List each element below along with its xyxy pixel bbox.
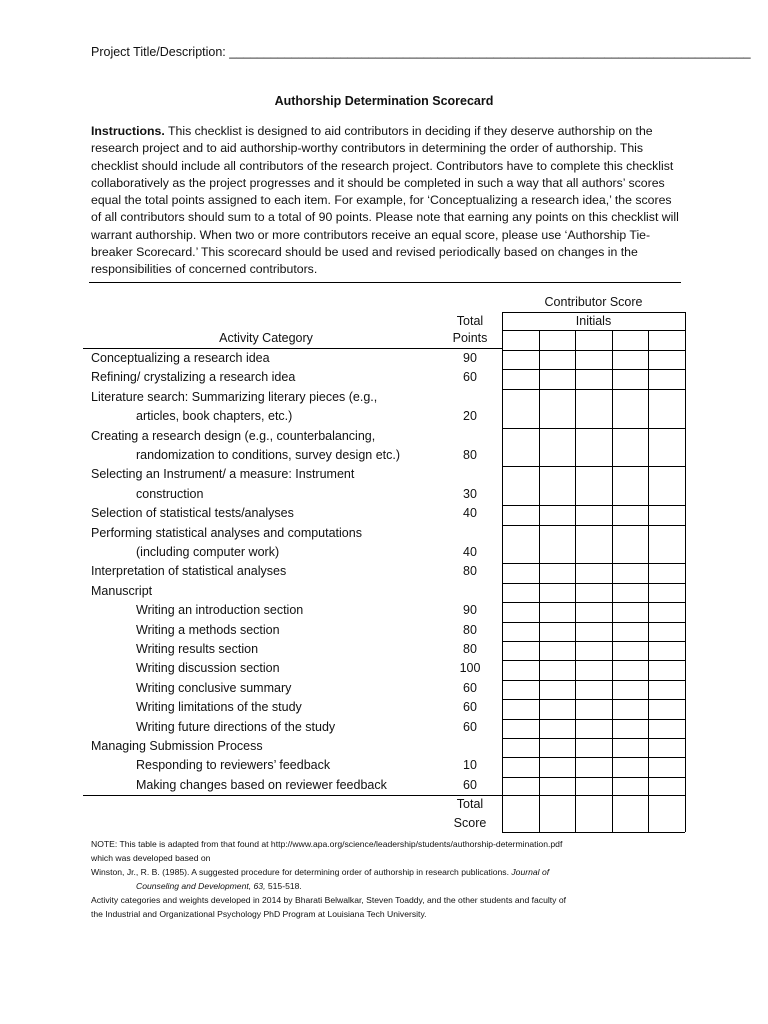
note-line-5: Activity categories and weights developed in 2014 by Bharati Belwalkar, Steven Toaddy, and the other students and faculty of [91, 895, 567, 905]
activity-category-header: Activity Category [219, 331, 313, 345]
grid-row-line [502, 777, 685, 778]
total-score-label-1: Total [456, 797, 484, 811]
total-points: 100 [459, 661, 481, 676]
activity-label: Responding to reviewers’ feedback [136, 758, 331, 773]
points-header: Points [452, 331, 488, 345]
activity-label: Managing Submission Process [91, 739, 263, 753]
total-points: 80 [463, 448, 477, 462]
contributor-score-header: Contributor Score [544, 295, 643, 309]
activity-label: Writing limitations of the study [136, 700, 302, 715]
grid-row-line [502, 660, 685, 661]
total-points: 80 [463, 642, 477, 656]
activity-label: Writing a methods section [136, 622, 280, 637]
total-points: 90 [463, 351, 477, 365]
note-volume: 63, [253, 881, 266, 891]
total-points: 30 [463, 486, 477, 501]
grid-column-line [502, 312, 503, 832]
grid-column-line [539, 330, 540, 832]
activity-label: Writing conclusive summary [136, 680, 292, 695]
instructions-paragraph [91, 123, 681, 279]
grid-row-line [502, 525, 685, 526]
grid-row-line [502, 602, 685, 603]
note-pages: 515-518. [267, 881, 302, 891]
grid-row-line [502, 330, 685, 331]
grid-row-line [502, 505, 685, 506]
note-journal-2: Counseling and Development, [136, 881, 252, 891]
grid-row-line [502, 719, 685, 720]
project-title-field: Project Title/Description: ___________________________________________________________________________ [91, 45, 751, 59]
total-points: 80 [463, 622, 477, 637]
grid-column-line [575, 330, 576, 832]
document-title: Authorship Determination Scorecard [274, 94, 494, 108]
total-points: 60 [463, 719, 477, 734]
total-points: 10 [463, 758, 477, 773]
note-line-6: the Industrial and Organizational Psychology PhD Program at Louisiana Tech University. [91, 909, 427, 919]
initials-header: Initials [575, 314, 612, 328]
total-points: 20 [463, 409, 477, 424]
grid-row-line [502, 622, 685, 623]
total-score-label-2: Score [453, 816, 487, 830]
grid-row-line [502, 350, 685, 351]
activity-label: Selection of statistical tests/analyses [91, 506, 294, 521]
header-underline [83, 348, 502, 349]
activity-label: Interpretation of statistical analyses [91, 564, 287, 579]
activity-label: Performing statistical analyses and computations [91, 525, 362, 540]
grid-row-line [502, 583, 685, 584]
total-points: 90 [463, 603, 477, 618]
activity-label: Writing future directions of the study [136, 719, 336, 734]
activity-label: Refining/ crystalizing a research idea [91, 370, 296, 385]
grid-row-line [502, 312, 685, 313]
total-header: Total [456, 314, 484, 328]
total-points: 40 [463, 545, 477, 559]
grid-column-line [612, 330, 613, 832]
note-line-2: which was developed based on [91, 853, 211, 863]
grid-column-line [648, 330, 649, 832]
total-points: 60 [463, 777, 477, 792]
instructions-body: This checklist is designed to aid contributors in deciding if they deserve authorship on the research project and to aid authorship-worthy contributors in determining the order of authorship. This checklist should include all contributors of the research project. Contributors have to complete this checklist collaboratively as the project progresses and it should be completed in such a way that all authors’ scores equal the total points assigned to each item. For example, for ‘Conceptualizing a research idea,’ the scores of all contributors should sum to a total of 90 points. Please note that earning any points on this checklist will warrant authorship. When two or more contributors receive an equal score, please use ‘Authorship Tie-breaker Scorecard.’ This scorecard should be used and revised periodically based on changes in the responsibilities of concerned contributors. [91, 124, 679, 277]
total-points: 40 [463, 506, 477, 521]
activity-label-continued: articles, book chapters, etc.) [136, 409, 293, 424]
activity-label-continued: construction [136, 486, 204, 501]
activity-label: Writing an introduction section [136, 603, 304, 618]
grid-row-line [502, 832, 685, 833]
grid-row-line [502, 563, 685, 564]
activity-label-continued: (including computer work) [136, 545, 280, 559]
activity-label: Conceptualizing a research idea [91, 351, 270, 365]
activity-label: Selecting an Instrument/ a measure: Instrument [91, 467, 355, 482]
grid-row-line [502, 466, 685, 467]
instructions-divider [89, 282, 681, 283]
grid-row-line [502, 757, 685, 758]
grid-row-line [502, 369, 685, 370]
total-points: 60 [463, 680, 477, 695]
activity-label: Writing discussion section [136, 661, 280, 676]
activity-label: Manuscript [91, 583, 153, 598]
grid-row-line [502, 795, 685, 796]
grid-row-line [502, 428, 685, 429]
total-points: 60 [463, 370, 477, 385]
note-line-1: NOTE: This table is adapted from that found at http://www.apa.org/science/leadership/students/authorship-determination.pdf [91, 839, 563, 849]
activity-label: Writing results section [136, 642, 259, 656]
total-points: 80 [463, 564, 477, 579]
total-points: 60 [463, 700, 477, 715]
activity-label: Literature search: Summarizing literary pieces (e.g., [91, 389, 378, 404]
activity-label: Making changes based on reviewer feedback [136, 777, 387, 792]
footnote [91, 837, 711, 921]
activity-label: Creating a research design (e.g., counterbalancing, [91, 428, 376, 443]
activity-label-continued: randomization to conditions, survey design etc.) [136, 448, 401, 462]
note-line-4 [91, 879, 711, 893]
note-line-3: Winston, Jr., R. B. (1985). A suggested procedure for determining order of authorship in research publications. [91, 867, 509, 877]
instructions-lead: Instructions. [91, 124, 165, 138]
grid-row-line [502, 641, 685, 642]
grid-row-line [502, 699, 685, 700]
grid-row-line [502, 389, 685, 390]
grid-column-line [685, 312, 686, 832]
note-journal: Journal of [511, 867, 550, 877]
grid-row-line [502, 738, 685, 739]
grid-row-line [502, 680, 685, 681]
table-bottom-rule [83, 795, 502, 796]
